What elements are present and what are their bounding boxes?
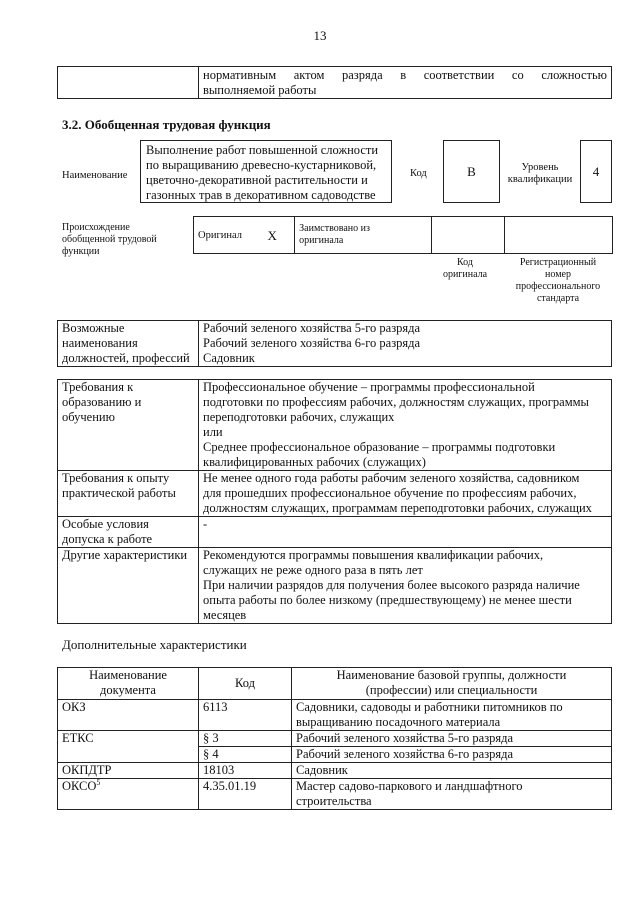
code-cell: 18103 [199,763,292,779]
requirement-line: должностям служащих, программам переподготовки рабочих, служащих [203,501,592,515]
table-row [194,217,613,254]
table-row [58,471,612,517]
caption-line: оригинала [442,269,488,280]
name-line: Садовник [296,763,348,777]
gtf-code-box [443,140,500,203]
positions-table [57,320,612,367]
gtf-name-line: по выращиванию древесно-кустарниковой, [146,158,377,172]
requirement-label-line: практической работы [62,486,176,500]
origin-label-line: функции [62,246,100,257]
gtf-name-line: газонных трав в декоративном садоводстве [146,188,376,202]
borrowed-cell [295,217,432,254]
additional-table [57,667,612,810]
positions-label-line: наименования [62,336,138,350]
origin-label-line: Происхождение [62,222,130,233]
continuation-line: выполняемой работы [203,83,317,97]
requirement-line: для прошедших профессиональное обучение по профессиям рабочих, [203,486,577,500]
name-line: Рабочий зеленого хозяйства 6-го разряда [296,747,514,761]
caption-code-original [430,257,500,281]
position-item: Рабочий зеленого хозяйства 5-го разряда [203,321,421,335]
doc-name: ОКСО [62,779,97,793]
position-item: Рабочий зеленого хозяйства 6-го разряда [203,336,421,350]
requirements-table [57,379,612,624]
level-label-line: квалификации [507,174,573,185]
borrowed-label-line: Заимствовано из [299,223,370,234]
table-row [58,747,612,763]
table-row [58,731,612,747]
level-value: 4 [592,163,600,179]
original-mark: X [267,227,277,243]
header-line: Наименование базовой группы, должности [336,668,567,682]
original-code-cell [432,217,505,254]
continuation-line: нормативным актом разряда в соответствии со сложностью [203,68,607,82]
requirement-label-line: образованию и [62,395,142,409]
positions-label-cell [58,321,199,367]
doc-cell: ОКЗ [58,700,199,731]
requirement-line: Среднее профессиональное образование – программы подготовки [203,440,556,454]
caption-line: Регистрационный [519,257,597,268]
name-line: Рабочий зеленого хозяйства 5-го разряда [296,731,514,745]
footnote-marker[interactable]: 5 [96,777,101,787]
header-doc [58,668,199,700]
code-cell: 4.35.01.19 [199,779,292,810]
table-row [58,548,612,624]
section-title: 3.2. Обобщенная трудовая функция [62,117,271,132]
gtf-name-box [140,140,392,203]
requirement-line: опыта работы по более низкому (предшествующему) не менее шести [203,593,572,607]
caption-registration-number [503,257,613,305]
positions-label-line: Возможные [62,321,125,335]
name-cell [292,700,612,731]
requirement-label-line: Другие характеристики [62,548,188,562]
continuation-table [57,66,612,99]
code-cell: 6113 [199,700,292,731]
gtf-name-line: Выполнение работ повышенной сложности [146,143,379,157]
requirement-line: переподготовки рабочих, служащих [203,410,395,424]
requirement-value-cell [199,380,612,471]
requirement-label-cell [58,380,199,471]
table-header-row [58,668,612,700]
header-line: документа [100,683,156,697]
requirement-label-line: обучению [62,410,115,424]
code-cell: § 4 [199,747,292,763]
table-row [58,700,612,731]
requirement-line: - [203,517,208,531]
name-cell [292,747,612,763]
header-line: Наименование [89,668,167,682]
original-label: Оригинал [198,229,242,241]
doc-cell [58,779,199,810]
name-cell [292,763,612,779]
requirement-line: Профессиональное обучение – программы профессиональной [203,380,535,394]
requirement-label-cell [58,548,199,624]
original-mark-cell [264,217,295,254]
borrowed-label-line: оригинала [299,235,344,246]
table-row [58,517,612,548]
doc-cell: ЕТКС [58,731,199,747]
name-cell [292,731,612,747]
name-label: Наименование [62,170,128,181]
requirement-label-line: Требования к опыту [62,471,170,485]
positions-values-cell [199,321,612,367]
requirement-line: Рекомендуются программы повышения квалификации рабочих, [203,548,544,562]
table-row [58,779,612,810]
caption-line: номер [545,269,571,280]
header-code [199,668,292,700]
doc-cell [58,747,199,763]
requirement-label-cell [58,471,199,517]
requirement-line: квалифицированных рабочих (служащих) [203,455,426,469]
header-line: (профессии) или специальности [365,683,538,697]
code-cell: § 3 [199,731,292,747]
header-line: Код [235,676,255,690]
requirement-line: или [203,425,223,439]
gtf-code-value: В [467,163,476,179]
requirement-label-line: допуска к работе [62,532,153,546]
caption-line: Код [457,257,473,268]
name-line: выращиванию посадочного материала [296,715,501,729]
name-cell [292,779,612,810]
table-row [58,321,612,367]
requirement-value-cell [199,471,612,517]
table-row [58,380,612,471]
requirement-line: При наличии разрядов для получения более высокого разряда наличие [203,578,580,592]
level-label-line: Уровень [521,162,559,173]
requirement-label-line: Особые условия [62,517,149,531]
doc-cell: ОКПДТР [58,763,199,779]
origin-label-line: обобщенной трудовой [62,234,157,245]
table-row [58,67,612,99]
continuation-text [199,67,612,99]
requirement-line: служащих не реже одного раза в пять лет [203,563,423,577]
empty-cell [58,67,199,99]
requirement-line: месяцев [203,608,247,622]
origin-table [193,216,613,254]
caption-line: стандарта [536,293,580,304]
table-row [58,763,612,779]
original-label-cell [194,217,264,254]
caption-line: профессионального [515,281,601,292]
level-value-box [580,140,612,203]
registration-number-cell [504,217,612,254]
requirement-label-line: Требования к [62,380,134,394]
page-number: 13 [313,28,327,43]
additional-heading: Дополнительные характеристики [62,637,247,652]
requirement-value-cell [199,517,612,548]
header-group [292,668,612,700]
name-line: строительства [296,794,372,808]
name-line: Садовники, садоводы и работники питомников по [296,700,563,714]
positions-label-line: должностей, профессий [62,351,190,365]
gtf-name-line: цветочно-декоративной растительности и [146,173,368,187]
name-line: Мастер садово-паркового и ландшафтного [296,779,523,793]
requirement-label-cell [58,517,199,548]
position-item: Садовник [203,351,255,365]
code-label: Код [410,168,427,179]
requirement-line: подготовки по профессиям рабочих, должностям служащих, программы [203,395,589,409]
origin-label [62,222,157,258]
requirement-line: Не менее одного года работы рабочим зеленого хозяйства, садовником [203,471,580,485]
level-label [503,162,577,186]
requirement-value-cell [199,548,612,624]
